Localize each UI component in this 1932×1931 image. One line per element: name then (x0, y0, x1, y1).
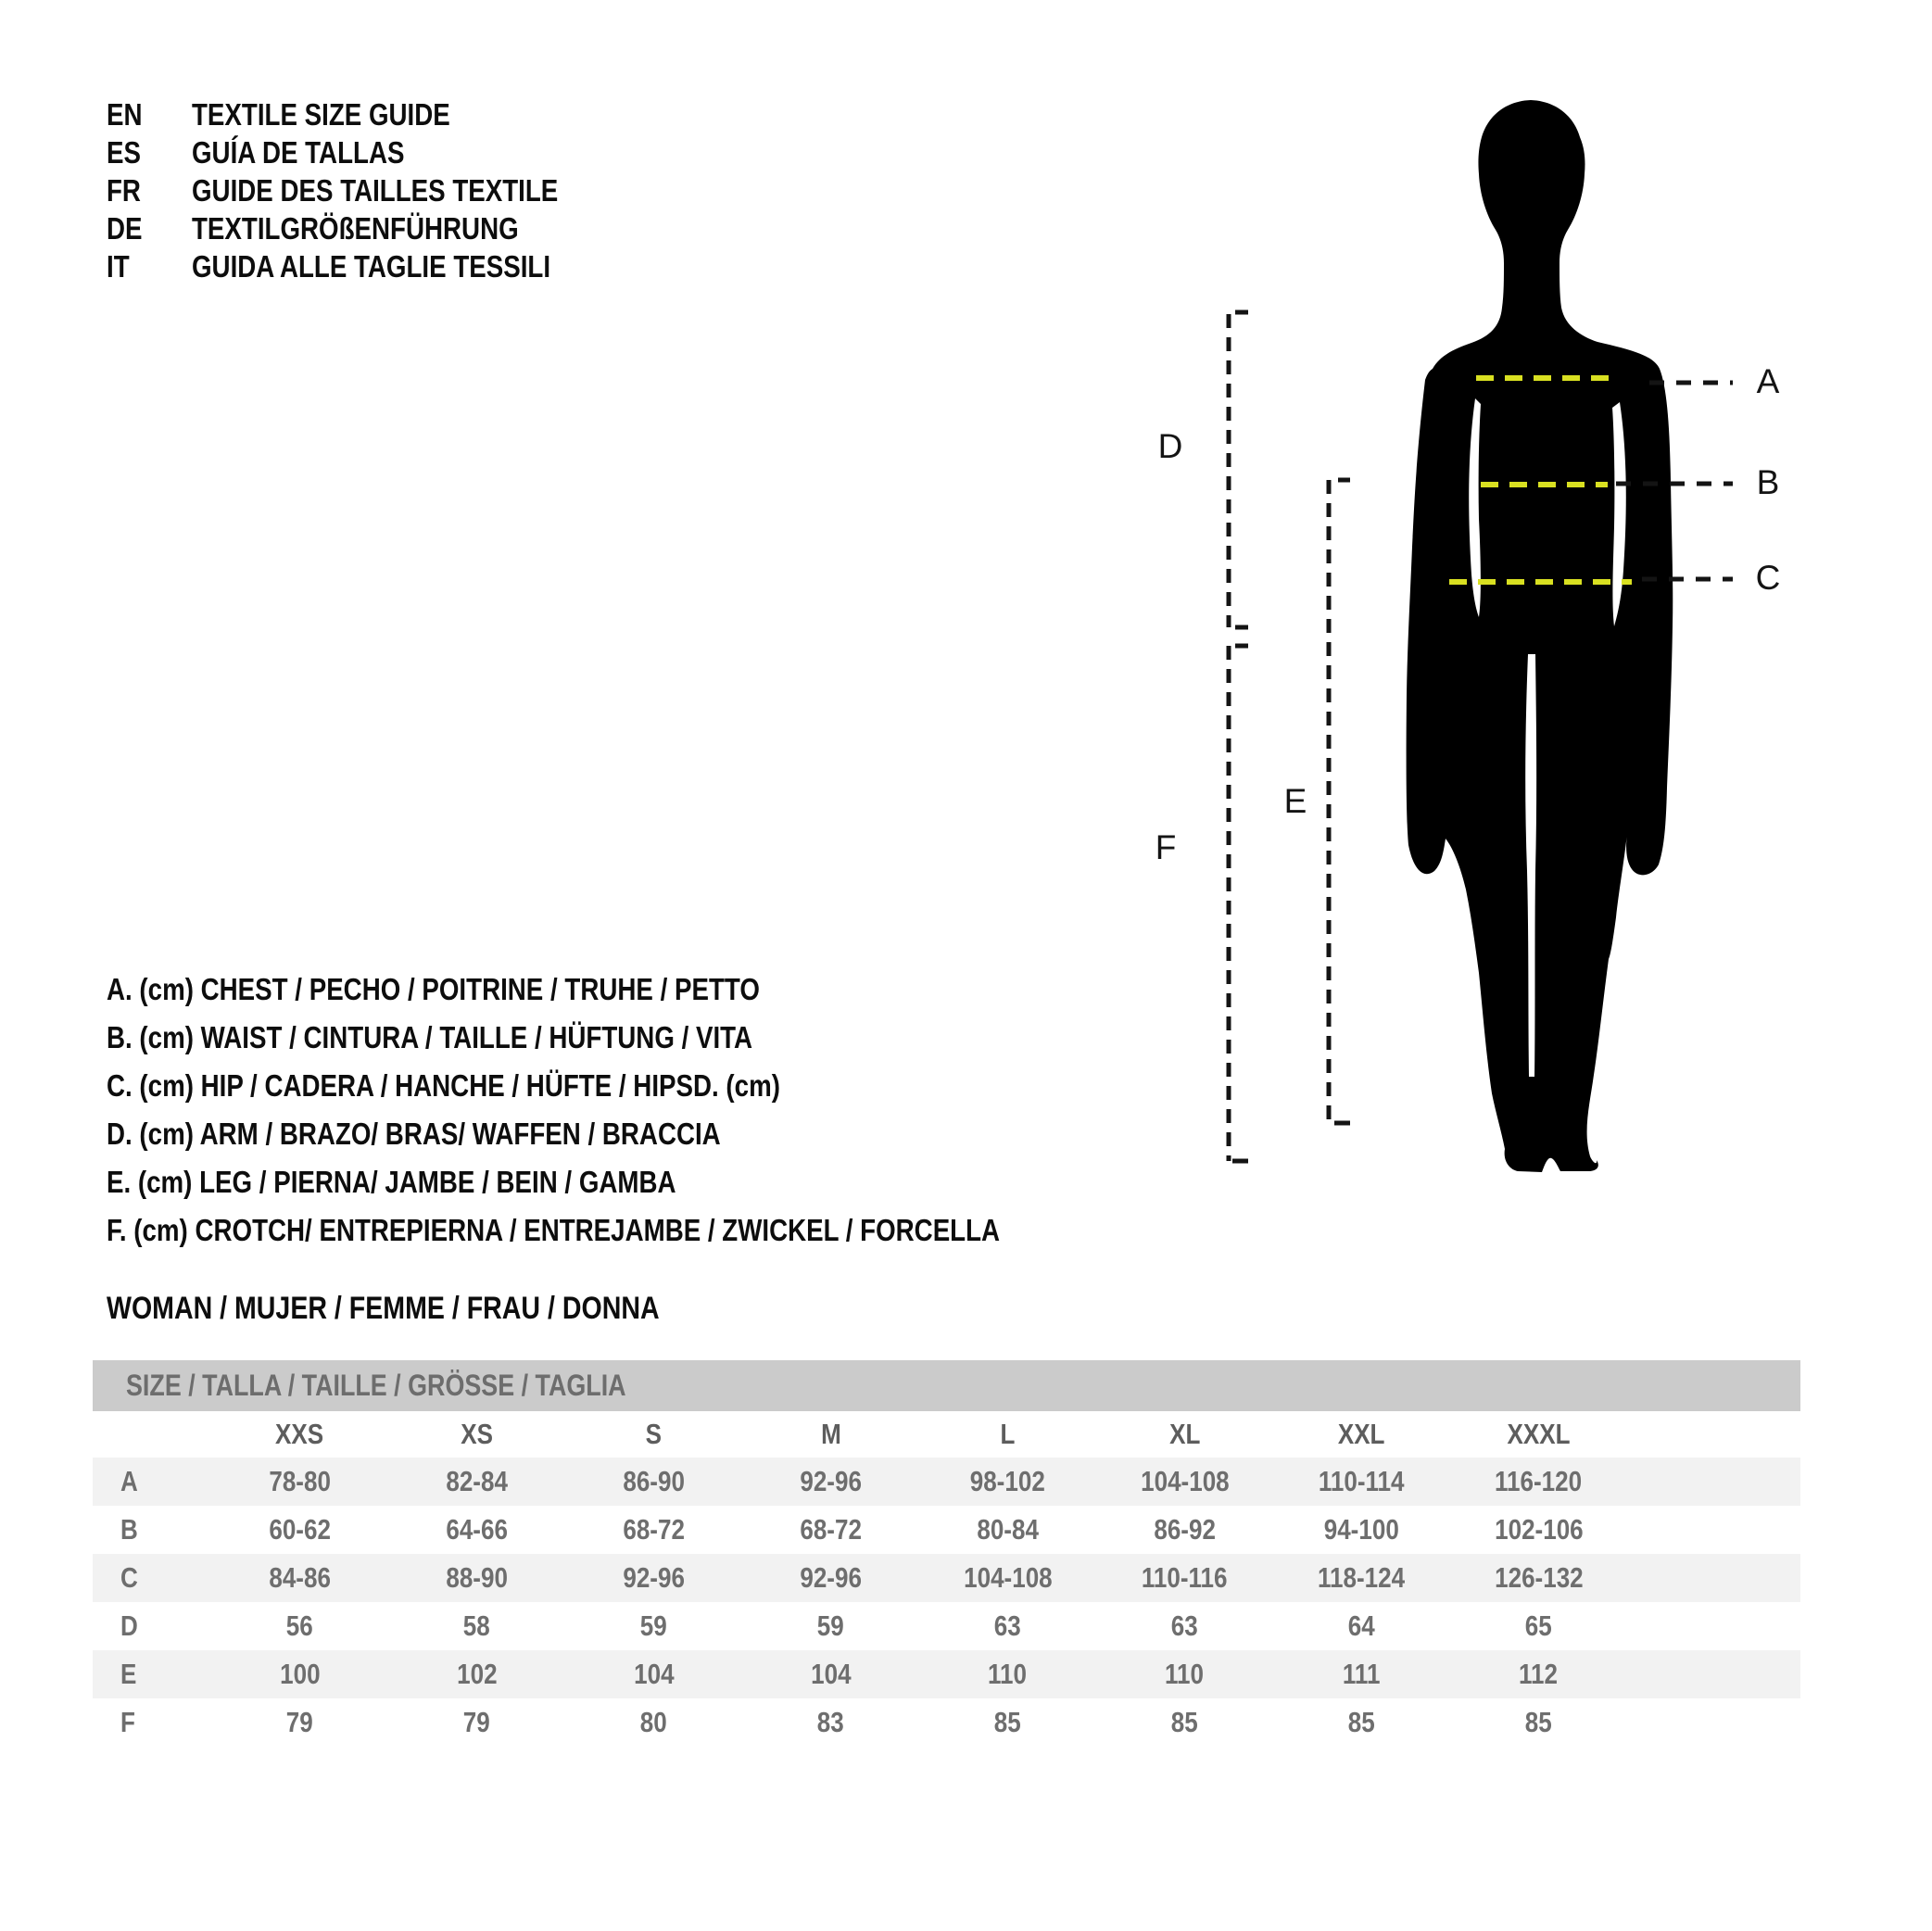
lang-code-fr: FR (107, 173, 141, 208)
language-title-block (107, 95, 628, 285)
lang-row-de (107, 209, 628, 247)
row-label: A (120, 1465, 138, 1497)
table-row-leg: E 100 102 104 104 110 110 111 112 (93, 1650, 1800, 1698)
column-header-xxxl: XXXL (1507, 1418, 1571, 1450)
marker-label-chest: A (1756, 362, 1780, 400)
table-row-waist: B 60-62 64-66 68-72 68-72 80-84 86-92 94-100 102-106 (93, 1506, 1800, 1554)
title-it: GUIDA ALLE TAGLIE TESSILI (192, 249, 551, 284)
column-header-s: S (645, 1418, 663, 1450)
marker-label-leg: E (1283, 782, 1307, 820)
legend-item-chest: A. (cm) CHEST / PECHO / POITRINE / TRUHE / PETTO (107, 972, 760, 1006)
column-header-xs: XS (461, 1418, 493, 1450)
lang-code-en: EN (107, 97, 143, 132)
table-row-crotch: F 79 79 80 83 85 85 85 85 (93, 1698, 1800, 1747)
table-row-chest: A 78-80 82-84 86-90 92-96 98-102 104-108 110-114 116-120 (93, 1458, 1800, 1506)
lang-code-it: IT (107, 249, 130, 284)
legend-item-leg: E. (cm) LEG / PIERNA/ JAMBE / BEIN / GAMBA (107, 1165, 676, 1199)
column-header-xxs: XXS (275, 1418, 324, 1450)
row-label: E (120, 1658, 137, 1690)
size-table (93, 1360, 1800, 1747)
legend-item-arm: D. (cm) ARM / BRAZO/ BRAS/ WAFFEN / BRACCIA (107, 1117, 721, 1151)
size-table-header-band (93, 1360, 1800, 1411)
measurement-lines-overlay (1112, 278, 1853, 1205)
group-title-woman: WOMAN / MUJER / FEMME / FRAU / DONNA (107, 1291, 660, 1326)
legend-item-waist: B. (cm) WAIST / CINTURA / TAILLE / HÜFTUNG / VITA (107, 1020, 753, 1054)
title-en: TEXTILE SIZE GUIDE (192, 97, 450, 132)
column-header-m: M (820, 1418, 841, 1450)
table-row-arm: D 56 58 59 59 63 63 64 65 (93, 1602, 1800, 1650)
lang-row-es (107, 133, 628, 171)
measurement-legend (107, 966, 1170, 1255)
column-header-xl: XL (1168, 1418, 1201, 1450)
size-table-header-label: SIZE / TALLA / TAILLE / GRÖSSE / TAGLIA (126, 1369, 626, 1402)
row-label: C (120, 1561, 138, 1594)
title-es: GUÍA DE TALLAS (192, 135, 405, 170)
row-label: D (120, 1609, 138, 1642)
column-header-l: L (1000, 1418, 1016, 1450)
legend-item-hip: C. (cm) HIP / CADERA / HANCHE / HÜFTE / HIPSD. (cm) (107, 1068, 780, 1103)
marker-label-arm: D (1157, 427, 1183, 465)
lang-row-it (107, 247, 628, 285)
table-row-hip: C 84-86 88-90 92-96 92-96 104-108 110-116 118-124 126-132 (93, 1554, 1800, 1602)
title-de: TEXTILGRÖßENFÜHRUNG (192, 211, 519, 246)
column-header-xxl: XXL (1338, 1418, 1385, 1450)
lang-row-fr (107, 171, 628, 209)
legend-item-crotch: F. (cm) CROTCH/ ENTREPIERNA / ENTREJAMBE / ZWICKEL / FORCELLA (107, 1213, 1001, 1247)
lang-code-es: ES (107, 135, 141, 170)
size-table-column-header-row (93, 1411, 1800, 1458)
row-label: B (120, 1513, 138, 1546)
lang-code-de: DE (107, 211, 143, 246)
marker-label-waist: B (1756, 463, 1780, 501)
marker-label-hip: C (1755, 559, 1781, 597)
row-label: F (120, 1706, 135, 1738)
title-fr: GUIDE DES TAILLES TEXTILE (192, 173, 559, 208)
marker-label-crotch: F (1155, 828, 1177, 866)
lang-row-en (107, 95, 628, 133)
